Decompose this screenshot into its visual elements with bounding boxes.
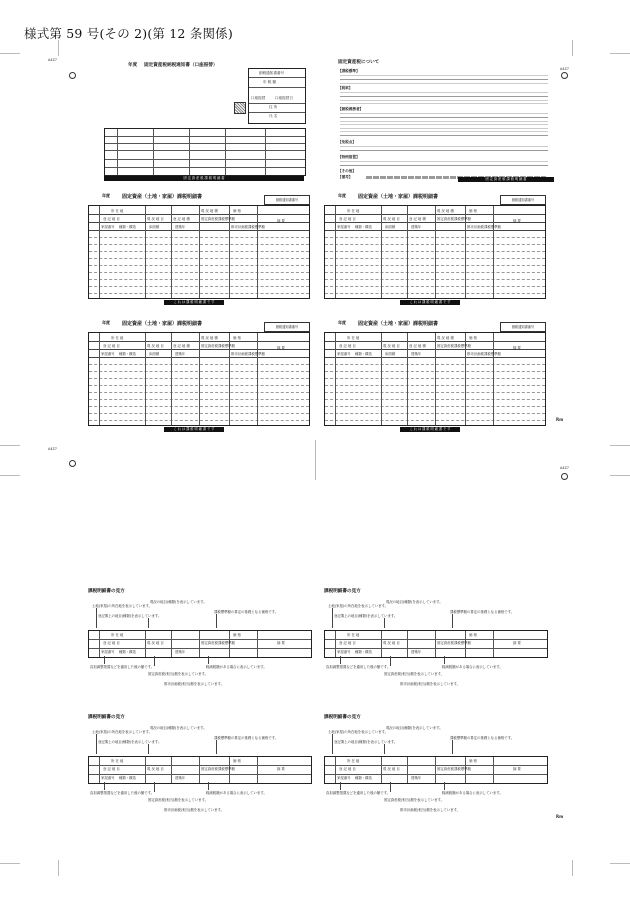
paper-mark-right: A4Z7 [560, 67, 569, 71]
guide-header: 登 記 地 目 [339, 767, 356, 771]
header-remarks: 摘 要 [277, 219, 285, 223]
statement-band: こ れ は 課 税 明 細 書 で す [164, 427, 224, 432]
guide-note: 土地(家屋)の所在地を表示しています。 [328, 730, 389, 734]
crop-mark [0, 863, 20, 864]
guide-table [88, 756, 312, 784]
guide-note: 土地(家屋)の所在地を表示しています。 [92, 730, 153, 734]
header-current-area: 現 況 地 積 [201, 209, 218, 213]
notice-label: 氏 名 [269, 114, 278, 118]
info-section: 【納税義務者】 [338, 107, 364, 111]
header-current-area: 現 況 地 積 [437, 209, 454, 213]
statement-title: 固定資産（土地・家屋）課税明細書 [358, 321, 439, 327]
notice-label: 年 税 額 [263, 80, 277, 84]
info-section: 【特例措置】 [338, 155, 360, 159]
punch-hole-icon [69, 460, 76, 467]
paper-mark-right: A4Z7 [560, 466, 569, 470]
guide-title: 課税明細書の見方 [324, 715, 361, 720]
info-text-lines [340, 145, 548, 153]
guide-title: 課税明細書の見方 [88, 589, 125, 594]
header-city-std: 都市計画税課税標準額 [467, 225, 501, 229]
info-section: 【その他】 [338, 169, 356, 173]
statement-band: こ れ は 課 税 明 細 書 で す [400, 300, 460, 305]
notice-label: 口座振替 [251, 96, 266, 100]
tax-statement-form [324, 320, 544, 434]
qr-code-icon [234, 102, 246, 114]
guide-note: 課税標準額の算定の基礎となる価格です。 [450, 736, 515, 740]
header-current-type: 現 況 地 目 [383, 344, 400, 348]
guide-note: 都市計画税(相当)額を表示しています。 [400, 682, 461, 686]
header-location: 所 在 地 [111, 209, 124, 213]
notice-label: 納税通知書番号 [259, 71, 285, 75]
header-reg-area: 登 記 地 積 [173, 344, 190, 348]
header-city-std: 都市計画税課税標準額 [231, 225, 265, 229]
guide-subheader: 家屋番号 [337, 776, 351, 780]
info-title: 固定資産税について [338, 60, 380, 65]
bottom-mark: Rm [556, 814, 564, 819]
notice-label: 口座振替日 [275, 96, 293, 100]
guide-note: 固定資産税(相当)額を表示しています。 [384, 798, 445, 802]
header-city-std: 都市計画税課税標準額 [231, 352, 265, 356]
statement-band: こ れ は 課 税 明 細 書 で す [400, 427, 460, 432]
subheader-built-year: 建築年 [411, 352, 422, 356]
info-text-lines [340, 74, 548, 84]
guide-note: 軽減税額がある場合に表示しています。 [206, 665, 267, 669]
guide-subheader: 種類・構造 [119, 650, 136, 654]
guide-table [88, 630, 312, 658]
crop-mark [610, 475, 630, 476]
guide-header: 所 在 地 [347, 633, 360, 637]
guide-subheader: 建築年 [175, 776, 186, 780]
guide-note: 現況の地目(種類)を表示しています。 [386, 600, 443, 604]
subheader-house-no: 家屋番号 [337, 352, 351, 356]
guide-header: 固定資産税課税標準額 [201, 767, 235, 771]
subheader-structure: 種類・構造 [355, 352, 372, 356]
subheader-house-no: 家屋番号 [101, 352, 115, 356]
guide-header: 価 格 [233, 759, 241, 763]
header-fixed-std: 固定資産税課税標準額 [437, 217, 471, 221]
crop-mark [315, 440, 316, 480]
header-reg-type: 登 記 地 目 [103, 217, 120, 221]
info-text-lines [340, 91, 548, 105]
guide-note: 軽減税額がある場合に表示しています。 [206, 791, 267, 795]
header-price: 価 格 [469, 336, 477, 340]
guide-note: 軽減税額がある場合に表示しています。 [442, 791, 503, 795]
guide-note: 軽減税額がある場合に表示しています。 [442, 665, 503, 669]
guide-block [88, 714, 310, 826]
statement-id-label: 納税通知書番号 [275, 325, 299, 329]
statement-title: 固定資産（土地・家屋）課税明細書 [122, 321, 203, 327]
header-reg-type: 登 記 地 目 [103, 344, 120, 348]
header-current-area: 現 況 地 積 [437, 336, 454, 340]
header-current-type: 現 況 地 目 [383, 217, 400, 221]
notice-title: 固定資産税納税通知書（口座振替） [144, 63, 218, 68]
info-band: 固 定 資 産 税 課 税 明 細 書 [458, 177, 554, 182]
guide-note: 現況の地目(種類)を表示しています。 [386, 726, 443, 730]
info-text-lines [340, 160, 548, 167]
header-location: 所 在 地 [347, 209, 360, 213]
header-reg-type: 登 記 地 目 [339, 217, 356, 221]
guide-header: 摘 要 [277, 767, 285, 771]
notice-label: 住 所 [269, 105, 278, 109]
header-reg-area: 登 記 地 積 [173, 217, 190, 221]
statement-id-label: 納税通知書番号 [275, 198, 299, 202]
crop-mark [572, 40, 573, 56]
guide-header: 登 記 地 目 [103, 641, 120, 645]
statement-table [324, 332, 546, 426]
crop-mark [58, 40, 59, 56]
bottom-mark: Rm [556, 417, 564, 422]
guide-header: 登 記 地 目 [339, 641, 356, 645]
guide-subheader: 家屋番号 [101, 776, 115, 780]
subheader-floor-area: 床面積 [385, 352, 396, 356]
guide-header: 摘 要 [513, 767, 521, 771]
guide-block [324, 714, 546, 826]
header-price: 価 格 [469, 209, 477, 213]
guide-note: 都市計画税(相当)額を表示しています。 [164, 682, 225, 686]
guide-header: 価 格 [469, 759, 477, 763]
guide-note: 固定資産税(相当)額を表示しています。 [148, 672, 209, 676]
subheader-floor-area: 床面積 [385, 225, 396, 229]
guide-header: 登 記 地 目 [103, 767, 120, 771]
header-remarks: 摘 要 [277, 346, 285, 350]
paper-mark: A4Z7 [48, 58, 57, 62]
subheader-built-year: 建築年 [411, 225, 422, 229]
subheader-floor-area: 床面積 [149, 225, 160, 229]
info-text-lines [340, 112, 548, 138]
guide-header: 摘 要 [277, 641, 285, 645]
guide-header: 所 在 地 [347, 759, 360, 763]
guide-note: 土地(家屋)の所在地を表示しています。 [328, 604, 389, 608]
header-fixed-std: 固定資産税課税標準額 [201, 217, 235, 221]
guide-note: 都市計画税(相当)額を表示しています。 [164, 808, 225, 812]
subheader-built-year: 建築年 [175, 352, 186, 356]
notice-id-panel [248, 68, 306, 124]
guide-subheader: 建築年 [411, 650, 422, 654]
header-price: 価 格 [233, 209, 241, 213]
guide-header: 固定資産税課税標準額 [201, 641, 235, 645]
tax-statement-form [88, 320, 308, 434]
guide-note: 都市計画税(相当)額を表示しています。 [400, 808, 461, 812]
guide-note: 課税標準額の算定の基礎となる価格です。 [214, 610, 279, 614]
statement-band: こ れ は 課 税 明 細 書 で す [164, 300, 224, 305]
crop-mark [0, 53, 20, 54]
guide-header: 固定資産税課税標準額 [437, 767, 471, 771]
guide-note: 負担調整措置などを適用した後の額です。 [326, 791, 391, 795]
guide-note: 登記簿上の地目(種類)を表示しています。 [334, 740, 398, 744]
guide-header: 所 在 地 [111, 633, 124, 637]
header-current-type: 現 況 地 目 [147, 217, 164, 221]
header-remarks: 摘 要 [513, 346, 521, 350]
statement-table [88, 332, 310, 426]
guide-block [324, 588, 546, 700]
guide-note: 登記簿上の地目(種類)を表示しています。 [98, 740, 162, 744]
crop-mark [0, 445, 20, 446]
guide-note: 負担調整措置などを適用した後の額です。 [90, 665, 155, 669]
statement-table [88, 205, 310, 299]
crop-mark [610, 53, 630, 54]
header-location: 所 在 地 [347, 336, 360, 340]
statement-year: 年度 [102, 193, 110, 198]
guide-table [324, 630, 548, 658]
subheader-structure: 種類・構造 [355, 225, 372, 229]
guide-note: 課税標準額の算定の基礎となる価格です。 [214, 736, 279, 740]
guide-note: 現況の地目(種類)を表示しています。 [150, 726, 207, 730]
header-fixed-std: 固定資産税課税標準額 [201, 344, 235, 348]
info-section: 【備考】 [338, 175, 353, 179]
header-reg-type: 登 記 地 目 [339, 344, 356, 348]
guide-header: 現 況 地 目 [383, 641, 400, 645]
guide-header: 現 況 地 目 [147, 641, 164, 645]
subheader-built-year: 建築年 [175, 225, 186, 229]
header-current-area: 現 況 地 積 [201, 336, 218, 340]
info-section: 【税率】 [338, 86, 353, 90]
guide-note: 登記簿上の地目(種類)を表示しています。 [334, 614, 398, 618]
subheader-house-no: 家屋番号 [101, 225, 115, 229]
statement-table [324, 205, 546, 299]
guide-header: 固定資産税課税標準額 [437, 641, 471, 645]
guide-note: 登記簿上の地目(種類)を表示しています。 [98, 614, 162, 618]
notice-detail-table [104, 128, 306, 176]
document-title: 様式第 59 号(その 2)(第 12 条関係) [24, 26, 233, 41]
statement-title: 固定資産（土地・家屋）課税明細書 [122, 194, 203, 200]
guide-table [324, 756, 548, 784]
header-reg-area: 登 記 地 積 [409, 217, 426, 221]
header-reg-area: 登 記 地 積 [409, 344, 426, 348]
info-section: 【免税点】 [338, 140, 356, 144]
guide-header: 摘 要 [513, 641, 521, 645]
subheader-structure: 種類・構造 [119, 225, 136, 229]
subheader-floor-area: 床面積 [149, 352, 160, 356]
guide-note: 負担調整措置などを適用した後の額です。 [326, 665, 391, 669]
guide-block [88, 588, 310, 700]
guide-subheader: 種類・構造 [119, 776, 136, 780]
guide-header: 現 況 地 目 [383, 767, 400, 771]
crop-mark [572, 860, 573, 876]
guide-subheader: 家屋番号 [337, 650, 351, 654]
guide-note: 固定資産税(相当)額を表示しています。 [384, 672, 445, 676]
info-section: 【課税標準】 [338, 69, 360, 73]
guide-subheader: 建築年 [175, 650, 186, 654]
crop-mark [610, 445, 630, 446]
guide-subheader: 種類・構造 [355, 776, 372, 780]
crop-mark [610, 863, 630, 864]
statement-title: 固定資産（土地・家屋）課税明細書 [358, 194, 439, 200]
guide-title: 課税明細書の見方 [88, 715, 125, 720]
tax-statement-form [88, 193, 308, 307]
guide-note: 現況の地目(種類)を表示しています。 [150, 600, 207, 604]
statement-year: 年度 [338, 193, 346, 198]
notice-band: 固 定 資 産 税 課 税 明 細 書 [104, 176, 304, 181]
guide-note: 土地(家屋)の所在地を表示しています。 [92, 604, 153, 608]
header-price: 価 格 [233, 336, 241, 340]
header-location: 所 在 地 [111, 336, 124, 340]
header-fixed-std: 固定資産税課税標準額 [437, 344, 471, 348]
tax-notice-form [92, 62, 310, 184]
guide-subheader: 種類・構造 [355, 650, 372, 654]
guide-subheader: 家屋番号 [101, 650, 115, 654]
guide-note: 固定資産税(相当)額を表示しています。 [148, 798, 209, 802]
guide-title: 課税明細書の見方 [324, 589, 361, 594]
paper-mark: A4Z7 [48, 447, 57, 451]
header-city-std: 都市計画税課税標準額 [467, 352, 501, 356]
subheader-structure: 種類・構造 [119, 352, 136, 356]
statement-id-label: 納税通知書番号 [511, 198, 535, 202]
subheader-house-no: 家屋番号 [337, 225, 351, 229]
crop-mark [58, 860, 59, 876]
statement-year: 年度 [102, 320, 110, 325]
crop-mark [0, 475, 20, 476]
guide-header: 所 在 地 [111, 759, 124, 763]
header-current-type: 現 況 地 目 [147, 344, 164, 348]
guide-note: 負担調整措置などを適用した後の額です。 [90, 791, 155, 795]
header-remarks: 摘 要 [513, 219, 521, 223]
guide-header: 価 格 [469, 633, 477, 637]
tax-statement-form [324, 193, 544, 307]
guide-note: 課税標準額の算定の基礎となる価格です。 [450, 610, 515, 614]
guide-subheader: 建築年 [411, 776, 422, 780]
punch-hole-icon [69, 72, 76, 79]
tax-info-panel [338, 60, 552, 184]
guide-header: 価 格 [233, 633, 241, 637]
punch-hole-icon [561, 473, 568, 480]
notice-year: 年度 [128, 63, 138, 68]
statement-year: 年度 [338, 320, 346, 325]
punch-hole-icon [561, 72, 568, 79]
guide-header: 現 況 地 目 [147, 767, 164, 771]
statement-id-label: 納税通知書番号 [511, 325, 535, 329]
